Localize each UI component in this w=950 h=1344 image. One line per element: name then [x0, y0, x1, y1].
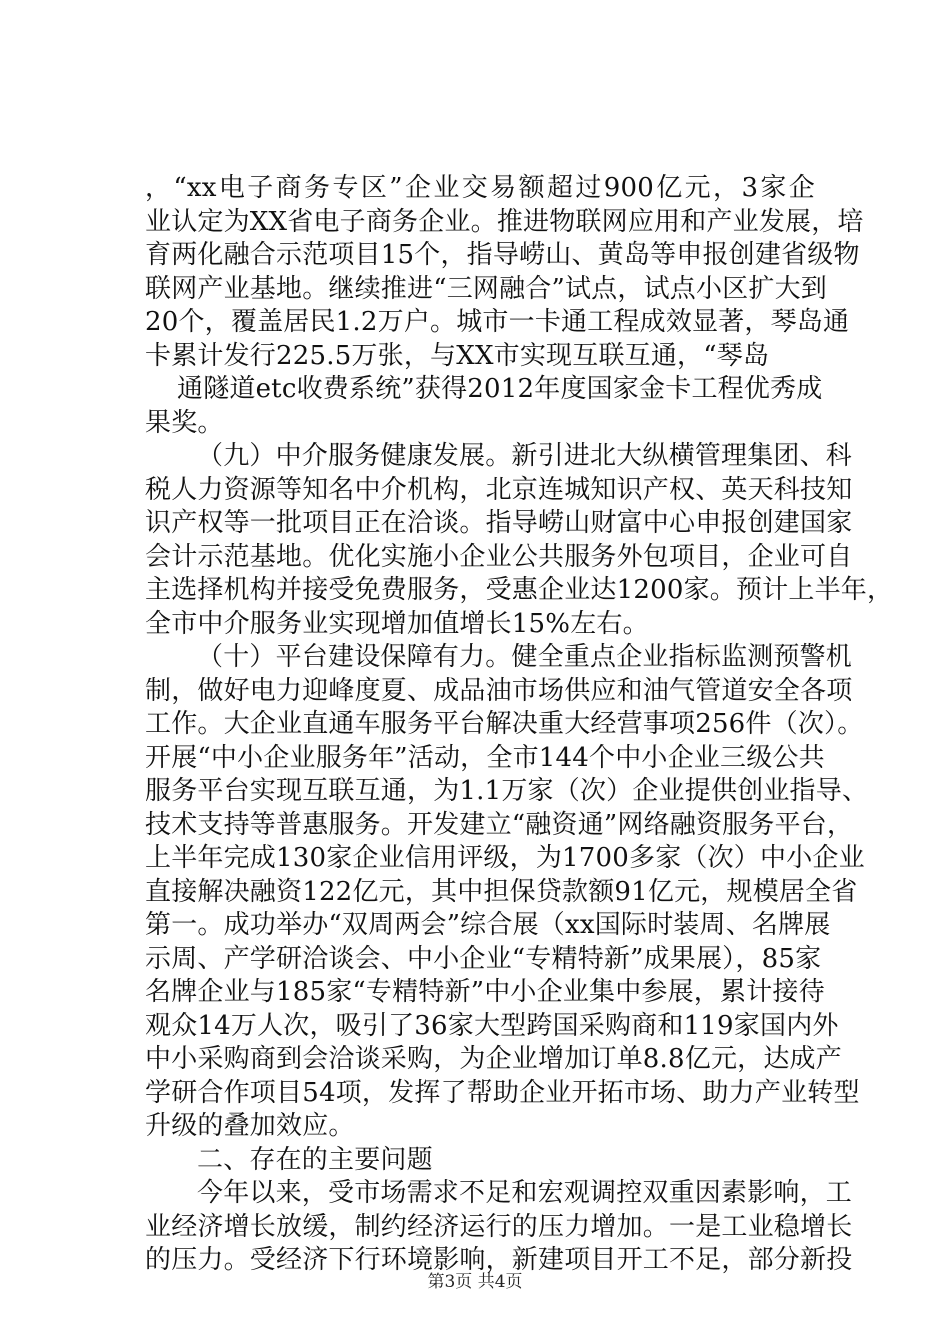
- text-line: 工作。大企业直通车服务平台解决重大经营事项256件（次）。: [145, 709, 864, 739]
- text-line: 示周、产学研洽谈会、中小企业“专精特新”成果展），85家: [145, 943, 822, 974]
- section-nine-heading-line: （九）中介服务健康发展。新引进北大纵横管理集团、科: [197, 441, 853, 471]
- document-body: [145, 172, 894, 1278]
- text-line: 业认定为XX省电子商务企业。推进物联网应用和产业发展，培: [145, 206, 864, 237]
- text-line: 直接解决融资122亿元，其中担保贷款额91亿元，规模居全省: [145, 876, 858, 907]
- text-line: 税人力资源等知名中介机构，北京连城知识产权、英天科技知: [145, 474, 853, 505]
- text-line: 会计示范基地。优化实施小企业公共服务外包项目，企业可自: [145, 541, 853, 572]
- text-line: 育两化融合示范项目15个，指导崂山、黄岛等申报创建省级物: [145, 240, 860, 270]
- text-line: 果奖。: [145, 407, 224, 438]
- text-line: 今年以来，受市场需求不足和宏观调控双重因素影响，工: [197, 1178, 853, 1208]
- text-line: 卡累计发行225.5万张，与XX市实现互联互通，“琴岛: [145, 340, 770, 371]
- text-line: 第一。成功举办“双周两会”综合展（xx国际时装周、名牌展: [145, 910, 831, 940]
- text-line: 升级的叠加效应。: [145, 1111, 355, 1141]
- text-line: 服务平台实现互联互通，为1.1万家（次）企业提供创业指导、: [145, 776, 869, 806]
- text-line: 识产权等一批项目正在洽谈。指导崂山财富中心申报创建国家: [145, 508, 853, 538]
- text-line: 名牌企业与185家“专精特新”中小企业集中参展，累计接待: [145, 977, 825, 1007]
- text-line: 全市中介服务业实现增加值增长15%左右。: [145, 608, 649, 639]
- text-line: 的压力。受经济下行环境影响，新建项目开工不足，部分新投: [145, 1245, 853, 1275]
- text-line: 观众14万人次，吸引了36家大型跨国采购商和119家国内外: [145, 1010, 839, 1041]
- text-line: 开展“中小企业服务年”活动，全市144个中小企业三级公共: [145, 742, 825, 773]
- text-line: 上半年完成130家企业信用评级，为1700多家（次）中小企业: [145, 843, 865, 873]
- text-line: 制，做好电力迎峰度夏、成品油市场供应和油气管道安全各项: [145, 675, 853, 706]
- text-line: 通隧道etc收费系统”获得2012年度国家金卡工程优秀成: [177, 374, 823, 404]
- text-line: 学研合作项目54项，发挥了帮助企业开拓市场、助力产业转型: [145, 1077, 860, 1108]
- text-line: 技术支持等普惠服务。开发建立“融资通”网络融资服务平台，: [145, 809, 854, 840]
- text-line: 20个，覆盖居民1.2万户。城市一卡通工程成效显著，琴岛通: [145, 307, 850, 337]
- text-line: 主选择机构并接受免费服务，受惠企业达1200家。预计上半年，: [145, 575, 894, 605]
- text-line: 联网产业基地。继续推进“三网融合”试点，试点小区扩大到: [145, 273, 827, 304]
- text-line: 业经济增长放缓，制约经济运行的压力增加。一是工业稳增长: [145, 1211, 853, 1242]
- page-number-footer: 第3页 共4页: [427, 1272, 523, 1292]
- section-heading-problems: 二、存在的主要问题: [197, 1144, 433, 1175]
- text-line: 中小采购商到会洽谈采购，为企业增加订单8.8亿元，达成产: [145, 1044, 842, 1074]
- section-ten-heading-line: （十）平台建设保障有力。健全重点企业指标监测预警机: [197, 642, 853, 672]
- text-line: ，“xx电子商务专区”企业交易额超过900亿元，3家企: [145, 173, 815, 203]
